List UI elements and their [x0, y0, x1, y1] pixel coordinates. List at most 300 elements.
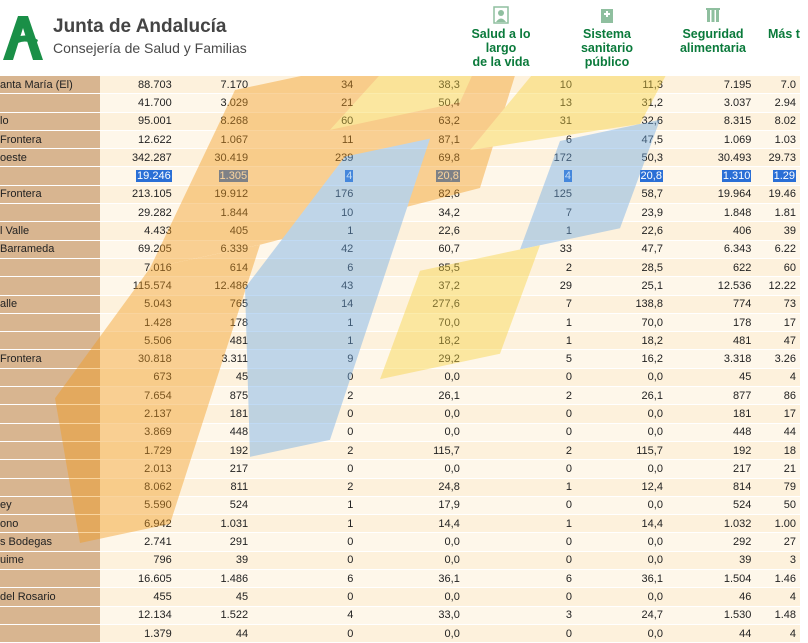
- cell-value: 70,0: [641, 316, 663, 329]
- table-cell: [176, 588, 252, 606]
- table-row[interactable]: [0, 204, 800, 222]
- table-cell: [576, 313, 667, 331]
- table-cell: [176, 533, 252, 551]
- table-row[interactable]: [0, 588, 800, 606]
- cell-value: 1.522: [220, 609, 249, 622]
- table-cell: [100, 551, 176, 569]
- table-row[interactable]: [0, 185, 800, 203]
- table-cell: [357, 295, 464, 313]
- municipality-name-cell[interactable]: [0, 277, 100, 295]
- table-cell: [357, 606, 464, 624]
- cell-value: 13: [559, 96, 572, 109]
- table-row[interactable]: [0, 624, 800, 642]
- table-cell: [176, 606, 252, 624]
- table-cell: [667, 149, 755, 167]
- cell-value: 0,0: [444, 426, 460, 439]
- table-cell: [576, 478, 667, 496]
- cell-value: 292: [733, 536, 752, 549]
- cell-value: 47: [783, 334, 796, 347]
- table-cell: [464, 167, 576, 185]
- table-cell: [464, 185, 576, 203]
- table-cell: [576, 277, 667, 295]
- cell-value: 86: [783, 389, 796, 402]
- cell-value: 6.343: [723, 243, 752, 256]
- cell-value: 21: [783, 462, 796, 475]
- data-table-container[interactable]: [0, 76, 800, 640]
- cell-value: 30.419: [214, 151, 249, 164]
- cell-value: 38,3: [438, 78, 460, 91]
- table-cell: [176, 570, 252, 588]
- table-cell: [667, 350, 755, 368]
- more-icon: [780, 6, 796, 24]
- municipality-name-cell[interactable]: [0, 167, 100, 185]
- table-cell: [100, 167, 176, 185]
- cell-value: 0: [565, 426, 572, 439]
- cell-value: 25,1: [641, 279, 663, 292]
- table-cell: [576, 533, 667, 551]
- cell-value: 29.73: [768, 151, 796, 164]
- person-frame-icon: [493, 6, 509, 24]
- table-cell: [667, 441, 755, 459]
- table-cell: [755, 441, 800, 459]
- cell-value: 6: [347, 261, 354, 274]
- cell-value: 1.379: [144, 627, 172, 640]
- table-cell: [176, 240, 252, 258]
- cell-value: 8.062: [144, 481, 172, 494]
- table-cell: [755, 167, 800, 185]
- table-cell: [100, 423, 176, 441]
- table-row[interactable]: [0, 313, 800, 331]
- table-cell: [464, 112, 576, 130]
- municipality-name-cell[interactable]: Frontera: [0, 350, 100, 368]
- table-row[interactable]: [0, 423, 800, 441]
- cell-value: 82,6: [438, 188, 460, 201]
- cell-value: 2: [347, 481, 354, 494]
- cell-value: 63,2: [438, 115, 460, 128]
- brand-title[interactable]: Junta de Andalucía: [53, 16, 227, 37]
- table-cell: [755, 94, 800, 112]
- municipality-name-cell[interactable]: [0, 258, 100, 276]
- cell-value: 0: [565, 554, 572, 567]
- table-cell: [464, 313, 576, 331]
- municipality-name-cell[interactable]: [0, 204, 100, 222]
- cell-value: 1.844: [220, 206, 249, 219]
- cell-value: 172: [553, 151, 572, 164]
- table-cell: [464, 332, 576, 350]
- site-header: [0, 0, 800, 76]
- cell-value: 11: [341, 133, 354, 146]
- table-cell: [252, 149, 357, 167]
- table-cell: [755, 185, 800, 203]
- table-row[interactable]: [0, 167, 800, 185]
- cell-value: 0,0: [647, 499, 663, 512]
- municipality-name-cell[interactable]: [0, 332, 100, 350]
- cell-value: 26,1: [641, 389, 663, 402]
- municipality-name-cell[interactable]: [0, 478, 100, 496]
- nav-mas-temas[interactable]: [768, 6, 808, 41]
- table-row[interactable]: [0, 441, 800, 459]
- cell-value: 0: [565, 499, 572, 512]
- municipality-name-cell[interactable]: Frontera: [0, 185, 100, 203]
- table-cell: [667, 405, 755, 423]
- table-cell: [176, 441, 252, 459]
- cell-value: 5.043: [144, 298, 172, 311]
- cell-value: 455: [153, 590, 172, 603]
- table-cell: [357, 149, 464, 167]
- cell-value: 34,2: [438, 206, 460, 219]
- cell-value: 1.031: [220, 517, 249, 530]
- table-row[interactable]: [0, 606, 800, 624]
- cell-value: 0,0: [444, 462, 460, 475]
- table-cell: [576, 551, 667, 569]
- municipality-name-cell[interactable]: ey: [0, 496, 100, 514]
- table-cell: [667, 423, 755, 441]
- table-cell: [667, 332, 755, 350]
- table-row[interactable]: [0, 258, 800, 276]
- cell-value: 4: [789, 627, 796, 640]
- table-cell: [100, 313, 176, 331]
- table-cell: [252, 222, 357, 240]
- municipality-name-cell[interactable]: [0, 606, 100, 624]
- table-cell: [176, 130, 252, 148]
- cell-value: 12.134: [138, 609, 172, 622]
- table-cell: [667, 368, 755, 386]
- table-cell: [755, 277, 800, 295]
- cell-value: 192: [229, 444, 249, 457]
- municipality-name-cell[interactable]: Frontera: [0, 130, 100, 148]
- table-cell: [576, 258, 667, 276]
- table-cell: [176, 313, 252, 331]
- cell-value: 30.493: [717, 151, 752, 164]
- table-row[interactable]: [0, 533, 800, 551]
- municipality-name-cell[interactable]: alle: [0, 295, 100, 313]
- cell-value: 19.964: [717, 188, 752, 201]
- junta-andalucia-logo-icon[interactable]: [0, 12, 46, 62]
- cell-value: 3.311: [221, 353, 249, 366]
- table-cell: [755, 496, 800, 514]
- table-cell: [252, 332, 357, 350]
- nav-seguridad-alimentaria[interactable]: [675, 6, 751, 55]
- table-cell: [667, 588, 755, 606]
- table-cell: [755, 258, 800, 276]
- municipality-name-cell[interactable]: [0, 387, 100, 405]
- table-cell: [357, 204, 464, 222]
- table-cell: [100, 387, 176, 405]
- cell-value: 1.48: [774, 609, 796, 622]
- table-row[interactable]: [0, 515, 800, 533]
- table-cell: [100, 350, 176, 368]
- table-cell: [357, 258, 464, 276]
- table-cell: [576, 387, 667, 405]
- table-cell: [667, 478, 755, 496]
- table-cell: [252, 350, 357, 368]
- cell-value: 7: [565, 298, 572, 311]
- cell-value: 88.703: [138, 78, 172, 91]
- table-row[interactable]: [0, 94, 800, 112]
- table-cell: [357, 332, 464, 350]
- table-cell: [667, 496, 755, 514]
- table-row[interactable]: [0, 478, 800, 496]
- table-row[interactable]: [0, 240, 800, 258]
- table-cell: [576, 570, 667, 588]
- table-row[interactable]: [0, 387, 800, 405]
- cell-value: 3: [565, 609, 572, 622]
- table-cell: [464, 240, 576, 258]
- table-cell: [100, 441, 176, 459]
- cell-value: 28,5: [641, 261, 663, 274]
- nav-label: Salud a lo largo de la vida: [471, 27, 531, 69]
- table-cell: [464, 588, 576, 606]
- cell-value: 24,7: [641, 609, 663, 622]
- cell-value: 10: [341, 206, 354, 219]
- cell-value: 8.02: [774, 115, 796, 128]
- table-cell: [576, 222, 667, 240]
- table-row[interactable]: [0, 350, 800, 368]
- table-row[interactable]: [0, 222, 800, 240]
- nav-sistema-sanitario[interactable]: [573, 6, 641, 69]
- table-cell: [755, 533, 800, 551]
- table-cell: [464, 204, 576, 222]
- cell-value: 0: [347, 627, 354, 640]
- table-cell: [667, 185, 755, 203]
- cell-value: 181: [229, 407, 249, 420]
- cell-value: 2.741: [144, 536, 172, 549]
- municipality-name-cell[interactable]: [0, 441, 100, 459]
- cell-value: 524: [229, 499, 249, 512]
- cell-value: 875: [229, 389, 249, 402]
- table-cell: [667, 222, 755, 240]
- table-cell: [755, 405, 800, 423]
- table-row[interactable]: [0, 130, 800, 148]
- table-cell: [667, 130, 755, 148]
- table-cell: [464, 277, 576, 295]
- table-cell: [252, 112, 357, 130]
- table-cell: [100, 533, 176, 551]
- table-cell: [464, 515, 576, 533]
- table-cell: [100, 204, 176, 222]
- table-cell: [176, 368, 252, 386]
- table-cell: [464, 258, 576, 276]
- cell-value: 2: [565, 444, 572, 457]
- table-row[interactable]: [0, 405, 800, 423]
- table-cell: [176, 277, 252, 295]
- table-cell: [667, 387, 755, 405]
- table-cell: [755, 387, 800, 405]
- municipality-name-cell[interactable]: oeste: [0, 149, 100, 167]
- table-row[interactable]: [0, 277, 800, 295]
- municipality-name-cell[interactable]: [0, 405, 100, 423]
- cell-value: 34: [341, 78, 354, 91]
- municipality-name-cell[interactable]: s Bodegas: [0, 533, 100, 551]
- cell-value: 3.869: [144, 426, 172, 439]
- table-cell: [576, 130, 667, 148]
- cell-value: 138,8: [635, 298, 663, 311]
- cell-value: 44: [739, 627, 752, 640]
- cell-value: 12.536: [717, 279, 752, 292]
- table-cell: [100, 570, 176, 588]
- table-row[interactable]: [0, 295, 800, 313]
- table-cell: [100, 606, 176, 624]
- cell-value: 39: [235, 554, 249, 567]
- cell-value: 448: [229, 426, 249, 439]
- table-cell: [576, 76, 667, 94]
- cell-value: 622: [733, 261, 752, 274]
- table-row[interactable]: [0, 570, 800, 588]
- table-cell: [464, 76, 576, 94]
- table-cell: [667, 313, 755, 331]
- table-cell: [100, 94, 176, 112]
- table-cell: [464, 387, 576, 405]
- table-cell: [755, 240, 800, 258]
- cell-value: 1: [565, 334, 572, 347]
- nav-salud-vida[interactable]: [455, 6, 547, 69]
- table-cell: [755, 423, 800, 441]
- cell-value: 87,1: [438, 133, 460, 146]
- table-cell: [176, 405, 252, 423]
- cell-value: 0,0: [647, 554, 663, 567]
- table-row[interactable]: [0, 149, 800, 167]
- cell-value: 481: [229, 334, 249, 347]
- cell-value: 2: [565, 389, 572, 402]
- cell-value: 6: [565, 572, 572, 585]
- table-cell: [176, 460, 252, 478]
- municipality-name-cell[interactable]: ono: [0, 515, 100, 533]
- cell-value: 0,0: [444, 371, 460, 384]
- cell-value: 6.942: [144, 517, 172, 530]
- cell-value: 115.574: [132, 279, 172, 292]
- cell-value: 0,0: [647, 407, 663, 420]
- table-cell: [176, 551, 252, 569]
- municipality-name-cell[interactable]: [0, 570, 100, 588]
- table-cell: [357, 515, 464, 533]
- cell-value: 79: [783, 481, 796, 494]
- cell-value: 17: [783, 407, 796, 420]
- cell-value: 7.195: [723, 78, 752, 91]
- cell-value: 0: [565, 536, 572, 549]
- table-row[interactable]: [0, 496, 800, 514]
- table-cell: [357, 167, 464, 185]
- cell-value: 176: [334, 188, 354, 201]
- cell-value: 0: [565, 590, 572, 603]
- cell-value: 0,0: [647, 462, 663, 475]
- brand-subtitle[interactable]: Consejería de Salud y Familias: [53, 40, 247, 56]
- cell-value: 43: [341, 279, 354, 292]
- cell-value: 22,6: [641, 225, 663, 238]
- table-cell: [252, 624, 357, 642]
- table-row[interactable]: [0, 332, 800, 350]
- table-cell: [576, 167, 667, 185]
- table-cell: [252, 588, 357, 606]
- table-cell: [576, 149, 667, 167]
- cell-value: 7.170: [220, 78, 249, 91]
- table-cell: [252, 94, 357, 112]
- cell-value: 125: [553, 188, 572, 201]
- table-cell: [357, 277, 464, 295]
- table-cell: [357, 441, 464, 459]
- table-cell: [464, 624, 576, 642]
- cell-value: 1.504: [723, 572, 752, 585]
- table-row[interactable]: [0, 112, 800, 130]
- table-row[interactable]: [0, 368, 800, 386]
- cell-value: 14: [341, 298, 354, 311]
- cell-value: 1.428: [144, 316, 172, 329]
- hospital-building-icon: [599, 6, 615, 24]
- table-cell: [576, 606, 667, 624]
- table-cell: [252, 185, 357, 203]
- municipality-name-cell[interactable]: [0, 423, 100, 441]
- table-cell: [100, 496, 176, 514]
- table-cell: [357, 423, 464, 441]
- table-cell: [667, 204, 755, 222]
- municipality-name-cell[interactable]: l Valle: [0, 222, 100, 240]
- table-cell: [755, 460, 800, 478]
- municipality-name-cell[interactable]: anta María (El): [0, 76, 100, 94]
- table-cell: [252, 258, 357, 276]
- cell-value: 1.530: [723, 609, 752, 622]
- table-cell: [667, 570, 755, 588]
- municipality-name-cell[interactable]: [0, 313, 100, 331]
- municipality-name-cell[interactable]: del Rosario: [0, 588, 100, 606]
- table-row[interactable]: [0, 76, 800, 94]
- table-cell: [252, 405, 357, 423]
- table-cell: [100, 332, 176, 350]
- municipality-name-cell[interactable]: [0, 368, 100, 386]
- table-cell: [667, 76, 755, 94]
- cell-value: 45: [235, 590, 249, 603]
- municipality-name-cell[interactable]: uime: [0, 551, 100, 569]
- table-cell: [176, 204, 252, 222]
- municipality-name-cell[interactable]: lo: [0, 112, 100, 130]
- municipality-name-cell[interactable]: [0, 624, 100, 642]
- cell-value: 21: [341, 96, 354, 109]
- cell-value: 0: [565, 371, 572, 384]
- cell-value: 217: [229, 462, 249, 475]
- municipality-name-cell[interactable]: Barrameda: [0, 240, 100, 258]
- cell-value: 0,0: [647, 627, 663, 640]
- cell-value: 44: [235, 627, 249, 640]
- table-cell: [357, 76, 464, 94]
- cell-value: 1.032: [723, 517, 752, 530]
- cell-value: 12,4: [641, 481, 663, 494]
- table-cell: [576, 350, 667, 368]
- food-safety-icon: [705, 6, 721, 24]
- cell-value: 29,2: [438, 353, 460, 366]
- cell-value: 877: [733, 389, 752, 402]
- cell-value: 178: [733, 316, 752, 329]
- table-cell: [176, 515, 252, 533]
- table-cell: [667, 533, 755, 551]
- table-cell: [176, 258, 252, 276]
- table-cell: [576, 112, 667, 130]
- cell-value: 1.29: [773, 170, 795, 183]
- municipality-name-cell[interactable]: [0, 94, 100, 112]
- table-cell: [357, 405, 464, 423]
- cell-value: 2.013: [144, 462, 172, 475]
- table-cell: [667, 606, 755, 624]
- table-cell: [667, 277, 755, 295]
- municipality-name-cell[interactable]: [0, 460, 100, 478]
- cell-value: 12.22: [768, 279, 796, 292]
- table-row[interactable]: [0, 460, 800, 478]
- cell-value: 1: [565, 316, 572, 329]
- table-cell: [464, 606, 576, 624]
- table-cell: [252, 313, 357, 331]
- table-row[interactable]: [0, 551, 800, 569]
- cell-value: 60,7: [438, 243, 460, 256]
- cell-value: 115,7: [636, 444, 663, 457]
- cell-value: 3.26: [774, 353, 796, 366]
- cell-value: 11,3: [642, 78, 663, 91]
